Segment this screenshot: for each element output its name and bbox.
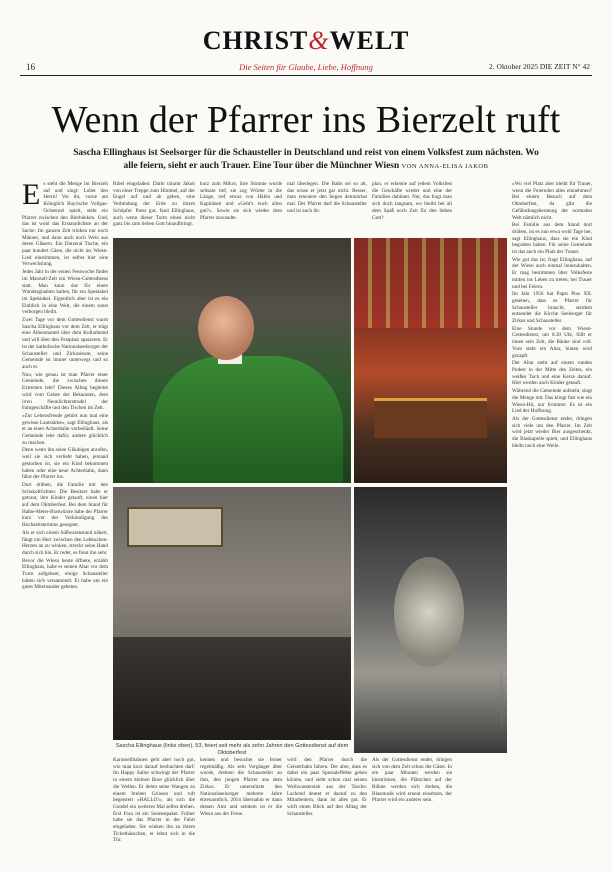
text-column-5: [372, 181, 452, 233]
section-tagline: Die Seiten für Glaube, Liebe, Hoffnung: [239, 62, 373, 72]
text-column-6: [512, 181, 592, 861]
photo-holy-water[interactable]: [354, 487, 507, 753]
paragraph: Karussellbahnen geht aber noch gut, wie man kurz darauf beobachten darf: Im Happy Sailor schwingt der Pfarrer in einem kleinen Boot glücklich über die Wellen. Er dehnt seine Wangen zu einem breiten Grinsen und ruft begeistert »HALLO!«, als sich die Gondel ein weiteres Mal selbst drehen. Erst Frau ist ein Sonnenpaket. Früher habe sie das Pfarrer in der Fahrt eingeladen. Sie winken ihn zu ihrem Tickethäuschen, er lehnt sich in die Tür.: [113, 757, 195, 844]
text-column-3: [200, 181, 282, 233]
page-number: 16: [26, 62, 35, 72]
paragraph: Zwei Tage vor dem Gottesdienst warnt Sascha Ellinghaus vor dem Zelt, er trägt eine Albenmantel über dem Kollarhemd und will über den Festplatz spazieren. Er ist der katholische Nationalseelsorger der Schausteller und Zirkusleute; seine Gemeinde ist immer unterwegs und so auch er.: [22, 317, 108, 370]
issue-dateline: 2. Oktober 2025 DIE ZEIT N° 42: [489, 62, 590, 71]
paragraph: Im Jahr 1956 hat Papst Pius XII. gesehen, dass es Pfarrer für Schausteller braucht, seitdem entsendet die Kirche Seelsorger für Zirkus und Schausteller.: [512, 291, 592, 325]
photo-crowd: [113, 637, 351, 740]
paragraph: Als der Gottesdienst endet, dringen sich viele um den Pfarrer. Im Zelt wird jetzt wieder Bier ausgeschenkt, die Blaskapelle spielt, und Ellinghaus bleibt noch eine Weile.: [512, 415, 592, 449]
paragraph: wird den Pfarrer durch die Geisterbahn fahren. Der aber, dass es dabei ein paar Spezialeffekte geben könnte, und sieht schon mal seinen Weihwasserstab aus der Tasche. Lachend deutet er darauf zu den Mitarbeitern, dann ist alles gut. Er wirft einen Blick auf den Alltag der Schausteller.: [287, 757, 367, 817]
paragraph: plan, er erkenne auf jedem Volksfest die Geschäfte wieder und eine der Familien dahinter. Nur, das fragt man sich doch langsam, wo bleibt bei all dem Spaß noch Zeit für den lieben Gott?: [372, 181, 452, 221]
paragraph: Bibel eingeladen: Darin träumt Jakob von einer Treppe zum Himmel, auf der Engel auf und ab gehen, eine Verbindung der Erde zu ihrem Schöpfer. Passt gut, fand Ellinghaus, auch wenn dieser Turm einen nicht ganz bis zum lieben Gott hinaufbringt.: [113, 181, 195, 228]
text-column-4-lower: [287, 757, 367, 861]
paragraph: Bevor die Wiesn heute öffnete, erzählt Ellinghaus, habe er seinen Altar vor dem Turm aufgebaut, einige Schausteller hätten sich versammelt. Er habe um ein gutes Miteinander gebeten.: [22, 557, 108, 591]
article-deck: [70, 147, 542, 173]
paragraph: Eine Stunde vor dem Wiesn-Gottesdienst, um 8.30 Uhr, füllt er innen sein Zelt, die Bänke sind voll. Vorn steht ein Altar, hinten wird gezapft.: [512, 325, 592, 359]
logo-ampersand: &: [308, 26, 330, 55]
paragraph: Der Altar steht auf einem runden Podest in der Mitte des Zeltes, ein weißes Tuch und eine Kerze darauf. Hier werden auch Kinder getauft.: [512, 360, 592, 387]
photo-pastor-head: [198, 296, 254, 360]
photo-tent-stage: [374, 398, 487, 438]
photo-beer-tent[interactable]: [354, 238, 507, 483]
article-byline: VON ANNA-ELISA JAKOB: [401, 162, 489, 170]
paragraph: Nun, wie genau ist man Pfarrer einer Gemeinde, die zwischen diesen Extremen lebt? Dieses Alltag begleitet wird vom Geiste der Bekannten, dem irren Neonlichterstrudel der Fahrgeschäfte und den Tischen im Zelt.: [22, 371, 108, 412]
paragraph: kennen und besuchte sie ferner regelmäßig. Als sein Vorgänger älter wurde, drehten die Schausteller an ihm, den jungen Pfarrer aus dem Zirkus. Er unterstützte den Nationalseelsorger mehrere Jahre ehrenamtlich, 2014 übernahm er dann dessen Amt und seitdem ist er die Wiesn aus der Ferne.: [200, 757, 282, 817]
paragraph: kurz zum Mikro, ihre Stimme wurde seltsam tief, sie zog Wörter in die Länge, rief etwas von Häfen und Kapitänen und »Geht's euch allen gut?«. Sowie sie sich wieder dem Pfarrer zuwandte.: [200, 181, 282, 221]
paragraph: Als er sich einem Süßwarenstand nähert, fängt ein Herr zwischen den Lebkuchen-Herzen an zu winken, streckt seine Hand durch sich hin. Er redet, es freut ihn sehr.: [22, 529, 108, 556]
text-column-4: [287, 181, 367, 233]
drop-cap: E: [22, 178, 41, 211]
masthead-logo[interactable]: [0, 26, 612, 56]
masthead: [0, 0, 612, 80]
paragraph: Während die Gemeinde aufsteht, singt die Menge mit. Das klingt fast wie ein Wiesn-Hit, nur frommer. Es ist ein Lied der Hoffnung.: [512, 388, 592, 415]
article-headline: Wenn der Pfarrer ins Bierzelt ruft: [51, 99, 561, 141]
text-column-3-lower: [200, 757, 282, 861]
paragraph: Jedes Jahr in der ersten Festwoche findet im Marstall-Zelt ein Wiesn-Gottesdienst statt. Man kann das für einen Wunderglauben halten, für ein Spektakel im Spektakel. Eigentlich aber ist es ein Einblick in eine Welt, die einem sonst verborgen bleibt.: [22, 269, 108, 316]
deck-text: Sascha Ellinghaus ist Seelsorger für die Schausteller in Deutschland und reist von einem Volksfest zum nächsten. Wo alle feiern, sieht er auch Trauer. Eine Tour über die Münchner Wiesn: [73, 148, 539, 171]
photo-caption: Sascha Ellinghaus (links oben), 53, feiert seit mehr als zehn Jahren den Gottesdienst auf dem Oktoberfest: [115, 743, 349, 756]
photo-credit: Fotos: Moritz Wohler für ZEIT 2025: [500, 670, 504, 725]
paragraph: Dort drüben, die Familie mit den Schokofrüchten: Die Besitzer habe er getraut, ihre Kinder getauft, einen hier auf dem Oktoberfest. Bei dem Stand für Halbe-Meter-Bratwürste habe der Pfarrer kurz vor der Verkündigung des Hochzeitstermins gesegnet.: [22, 481, 108, 529]
paragraph: mal überlegen. Die Bahn sei so alt, das wisse er jetzt gar nicht. Besser, man erneuere den Segen demnächst mal. Der Pfarrer darf die Schausteller und ist auch ihr.: [287, 181, 367, 214]
photo-green-vestment: [153, 356, 343, 483]
text-column-2: [113, 181, 195, 233]
paragraph: »Zur Lebensfreude gehört nun mal eine gewisse Lautstärke«, sagt Ellinghaus, als er an einer Achterbahn vorbeiläuft. Seine Gemeinde lebe dafür, andere glücklich zu machen.: [22, 412, 108, 446]
paragraph: Bei Familie aus dem Stand dort drüben, ist es nun etwa wohl Tage her, sagt Ellinghaus, dass sie ein Kind begraben haben. Für seine Gemeinde ist das auch ein Platz der Trauer.: [512, 222, 592, 256]
paragraph: Als der Gottesdienst endet, dringen sich von dem Zelt schon die Gäste. In ein paar Minuten werden sie hinströmen, die Plätzchen auf der Bühne werden sich drehen, die Blasmusik wird erneut einsetzen, der Pfarrer wird ein anderer sein.: [372, 757, 452, 804]
masthead-rule: [20, 75, 592, 76]
text-column-1: [22, 178, 108, 861]
paragraph: »Wo viel Platz aber bleibt für Trauer, wenn die Feiernden alles einnehmen? Bei einem Besuch auf dem Oktoberfest, da gibt die Gefährdungsberatung der normalen Welt nämlich nicht.: [512, 181, 592, 221]
paragraph: s steht die Menge im Bierzelt auf und singt: Lobet den Herrn! Vor ihr, vorne am Königlich Bayrische Vollgas-Ochsenrei spielt, steht ein Pfarrer zwischen den Bierbänken. Und, das ist wohl das Erstaunlichste an der Sache: Im ganzen Zelt trinken nur noch Männer, und dann auch noch Wein aus deren Gläsern. Ein Dutzend Tische, ein paar hundert Gäste, die nicht ins Wiesn-Lied einstimmen, ist selbst hier eine Verwechslung.: [22, 181, 108, 268]
photo-light-glare: [394, 557, 464, 667]
text-column-2-lower: [113, 757, 195, 861]
photo-pastor-portrait[interactable]: [113, 238, 351, 483]
photo-tent-ceiling: [354, 238, 507, 328]
logo-welt: WELT: [329, 26, 410, 55]
photo-ride-sign: [127, 507, 223, 547]
paragraph: Denn wenn ihn seine Gläubigen anrufen, weil sie sich verliebt haben, jemand gestorben ist, sie ein Kind bekommen haben oder eine neue Achterbahn, dann fährt der Pfarrer los.: [22, 447, 108, 481]
text-column-5-lower: [372, 757, 452, 861]
paragraph: Wie gut das ist, fragt Ellinghaus, auf der Wiesn auch einmal innezuhalten. Er mag bestimmen über Volksfeste mitten ins Leben zu treten, bei Trauer und bei Feiern.: [512, 256, 592, 290]
photo-fairground[interactable]: [113, 487, 351, 740]
logo-christ: CHRIST: [202, 26, 309, 55]
